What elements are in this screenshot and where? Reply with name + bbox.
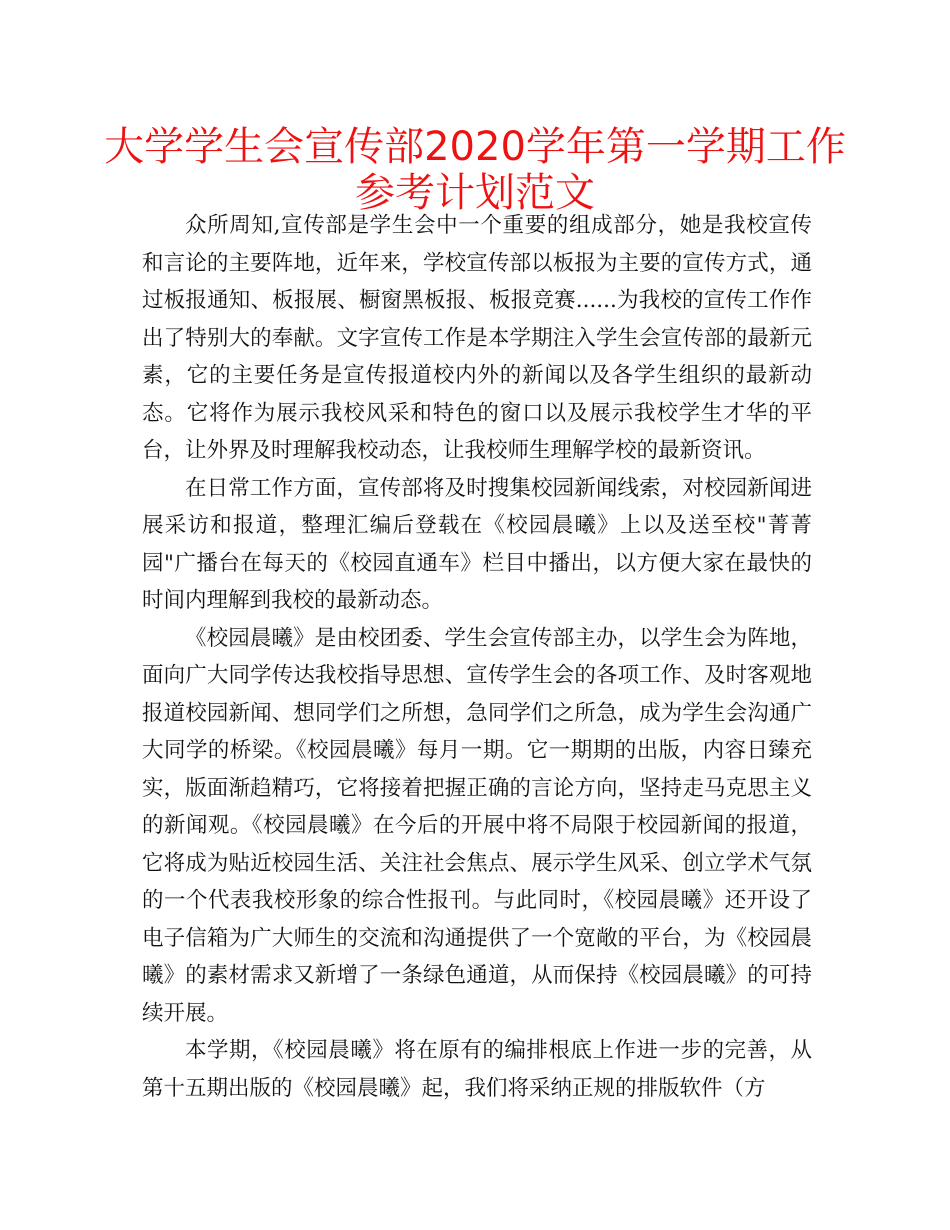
paragraph-this-semester: 本学期，《校园晨曦》将在原有的编排根底上作进一步的完善，从第十五期出版的《校园晨曦》起，我们将采纳正规的排版软件（方 — [142, 1038, 812, 1101]
document-title-line-1: 大学学生会宣传部2020学年第一学期工作 — [104, 124, 846, 170]
paragraph-daily-work: 在日常工作方面，宣传部将及时搜集校园新闻线索，对校园新闻进展采访和报道，整理汇编后登载在《校园晨曦》上以及送至校"菁菁园"广播台在每天的《校园直通车》栏目中播出，以方便大家在最快的时间内理解到我校的最新动态。 — [142, 475, 812, 613]
paragraph-campus-paper: 《校园晨曦》是由校团委、学生会宣传部主办，以学生会为阵地，面向广大同学传达我校指导思想、宣传学生会的各项工作、及时客观地报道校园新闻、想同学们之所想，急同学们之所急，成为学生会沟通广大同学的桥梁。《校园晨曦》每月一期。它一期期的出版，内容日臻充实，版面渐趋精巧，它将接着把握正确的言论方向，坚持走马克思主义的新闻观。《校园晨曦》在今后的开展中将不局限于校园新闻的报道，它将成为贴近校园生活、关注社会焦点、展示学生风采、创立学术气氛的一个代表我校形象的综合性报刊。与此同时，《校园晨曦》还开设了电子信箱为广大师生的交流和沟通提供了一个宽敞的平台，为《校园晨曦》的素材需求又新增了一条绿色通道，从而保持《校园晨曦》的可持续开展。 — [142, 625, 812, 1026]
document-body — [142, 207, 812, 1107]
document-title-line-2: 参考计划范文 — [355, 170, 595, 216]
paragraph-intro: 众所周知,宣传部是学生会中一个重要的组成部分，她是我校宣传和言论的主要阵地，近年来，学校宣传部以板报为主要的宣传方式，通过板报通知、板报展、橱窗黑板报、板报竞赛......为我校的宣传工作作出了特别大的奉献。文字宣传工作是本学期注入学生会宣传部的最新元素，它的主要任务是宣传报道校内外的新闻以及各学生组织的最新动态。它将作为展示我校风采和特色的窗口以及展示我校学生才华的平台，让外界及时理解我校动态，让我校师生理解学校的最新资讯。 — [142, 213, 812, 463]
